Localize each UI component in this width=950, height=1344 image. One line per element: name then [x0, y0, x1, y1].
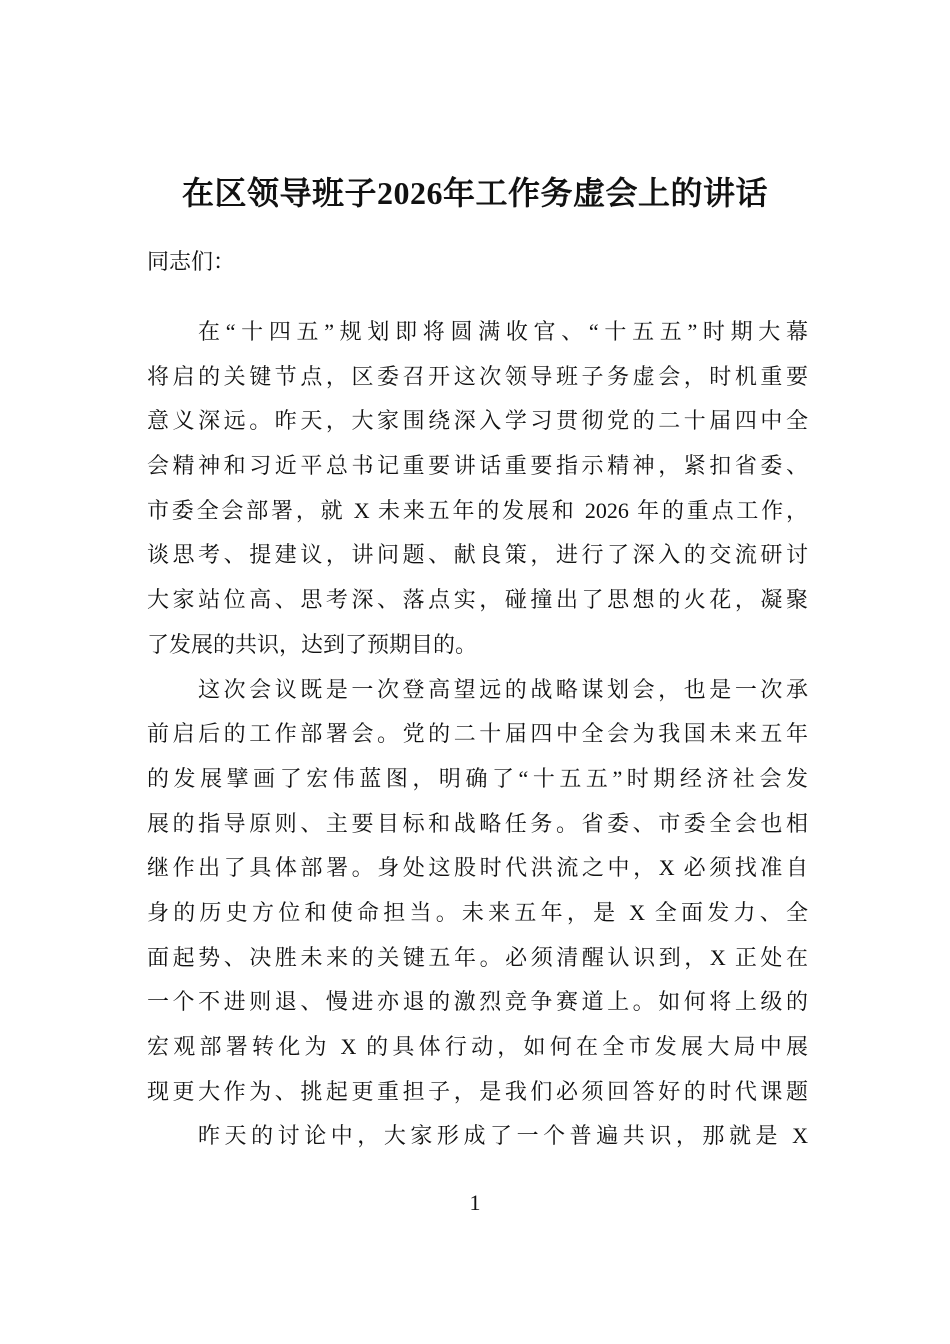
- text-line: 面起势、决胜未来的关键五年。必须清醒认识到，X 正处在: [147, 944, 808, 970]
- text-line: 了发展的共识，达到了预期目的。: [147, 631, 478, 657]
- document-body: [147, 310, 808, 1159]
- text-line: 现更大作为、挑起更重担子，是我们必须回答好的时代课题: [147, 1078, 808, 1104]
- text-line: 昨天的讨论中，大家形成了一个普遍共识，那就是 X: [198, 1123, 808, 1149]
- text-line: 在“十四五”规划即将圆满收官、“十五五”时期大幕: [198, 319, 808, 344]
- text-line: 大家站位高、思考深、落点实，碰撞出了思想的火花，凝聚: [147, 587, 808, 613]
- paragraph-1: [147, 310, 808, 668]
- text-line: 继作出了具体部署。身处这股时代洪流之中，X 必须找准自: [147, 855, 808, 881]
- text-line: 谈思考、提建议，讲问题、献良策，进行了深入的交流研讨: [147, 542, 808, 568]
- text-line: 意义深远。昨天，大家围绕深入学习贯彻党的二十届四中全: [147, 408, 808, 434]
- paragraph-2: [147, 668, 808, 1115]
- text-line: 宏观部署转化为 X 的具体行动，如何在全市发展大局中展: [147, 1034, 808, 1059]
- text-line: 市委全会部署，就 X 未来五年的发展和 2026 年的重点工作，: [147, 497, 808, 523]
- text-line: 将启的关键节点，区委召开这次领导班子务虚会，时机重要: [147, 363, 808, 389]
- text-line: 一个不进则退、慢进亦退的激烈竞争赛道上。如何将上级的: [147, 989, 808, 1015]
- text-line: 前启后的工作部署会。党的二十届四中全会为我国未来五年: [147, 721, 808, 747]
- paragraph-3: [147, 1114, 808, 1159]
- text-line: 身的历史方位和使命担当。未来五年，是 X 全面发力、全: [147, 899, 808, 925]
- text-line: 展的指导原则、主要目标和战略任务。省委、市委全会也相: [147, 810, 808, 836]
- document-title: 在区领导班子2026年工作务虚会上的讲话: [181, 175, 768, 211]
- page-number: 1: [469, 1190, 481, 1215]
- text-line: 这次会议既是一次登高望远的战略谋划会，也是一次承: [198, 676, 808, 702]
- text-line: 的发展擘画了宏伟蓝图，明确了“十五五”时期经济社会发: [147, 765, 808, 791]
- text-line: 会精神和习近平总书记重要讲话重要指示精神，紧扣省委、: [147, 453, 808, 479]
- salutation: 同志们：: [147, 249, 236, 274]
